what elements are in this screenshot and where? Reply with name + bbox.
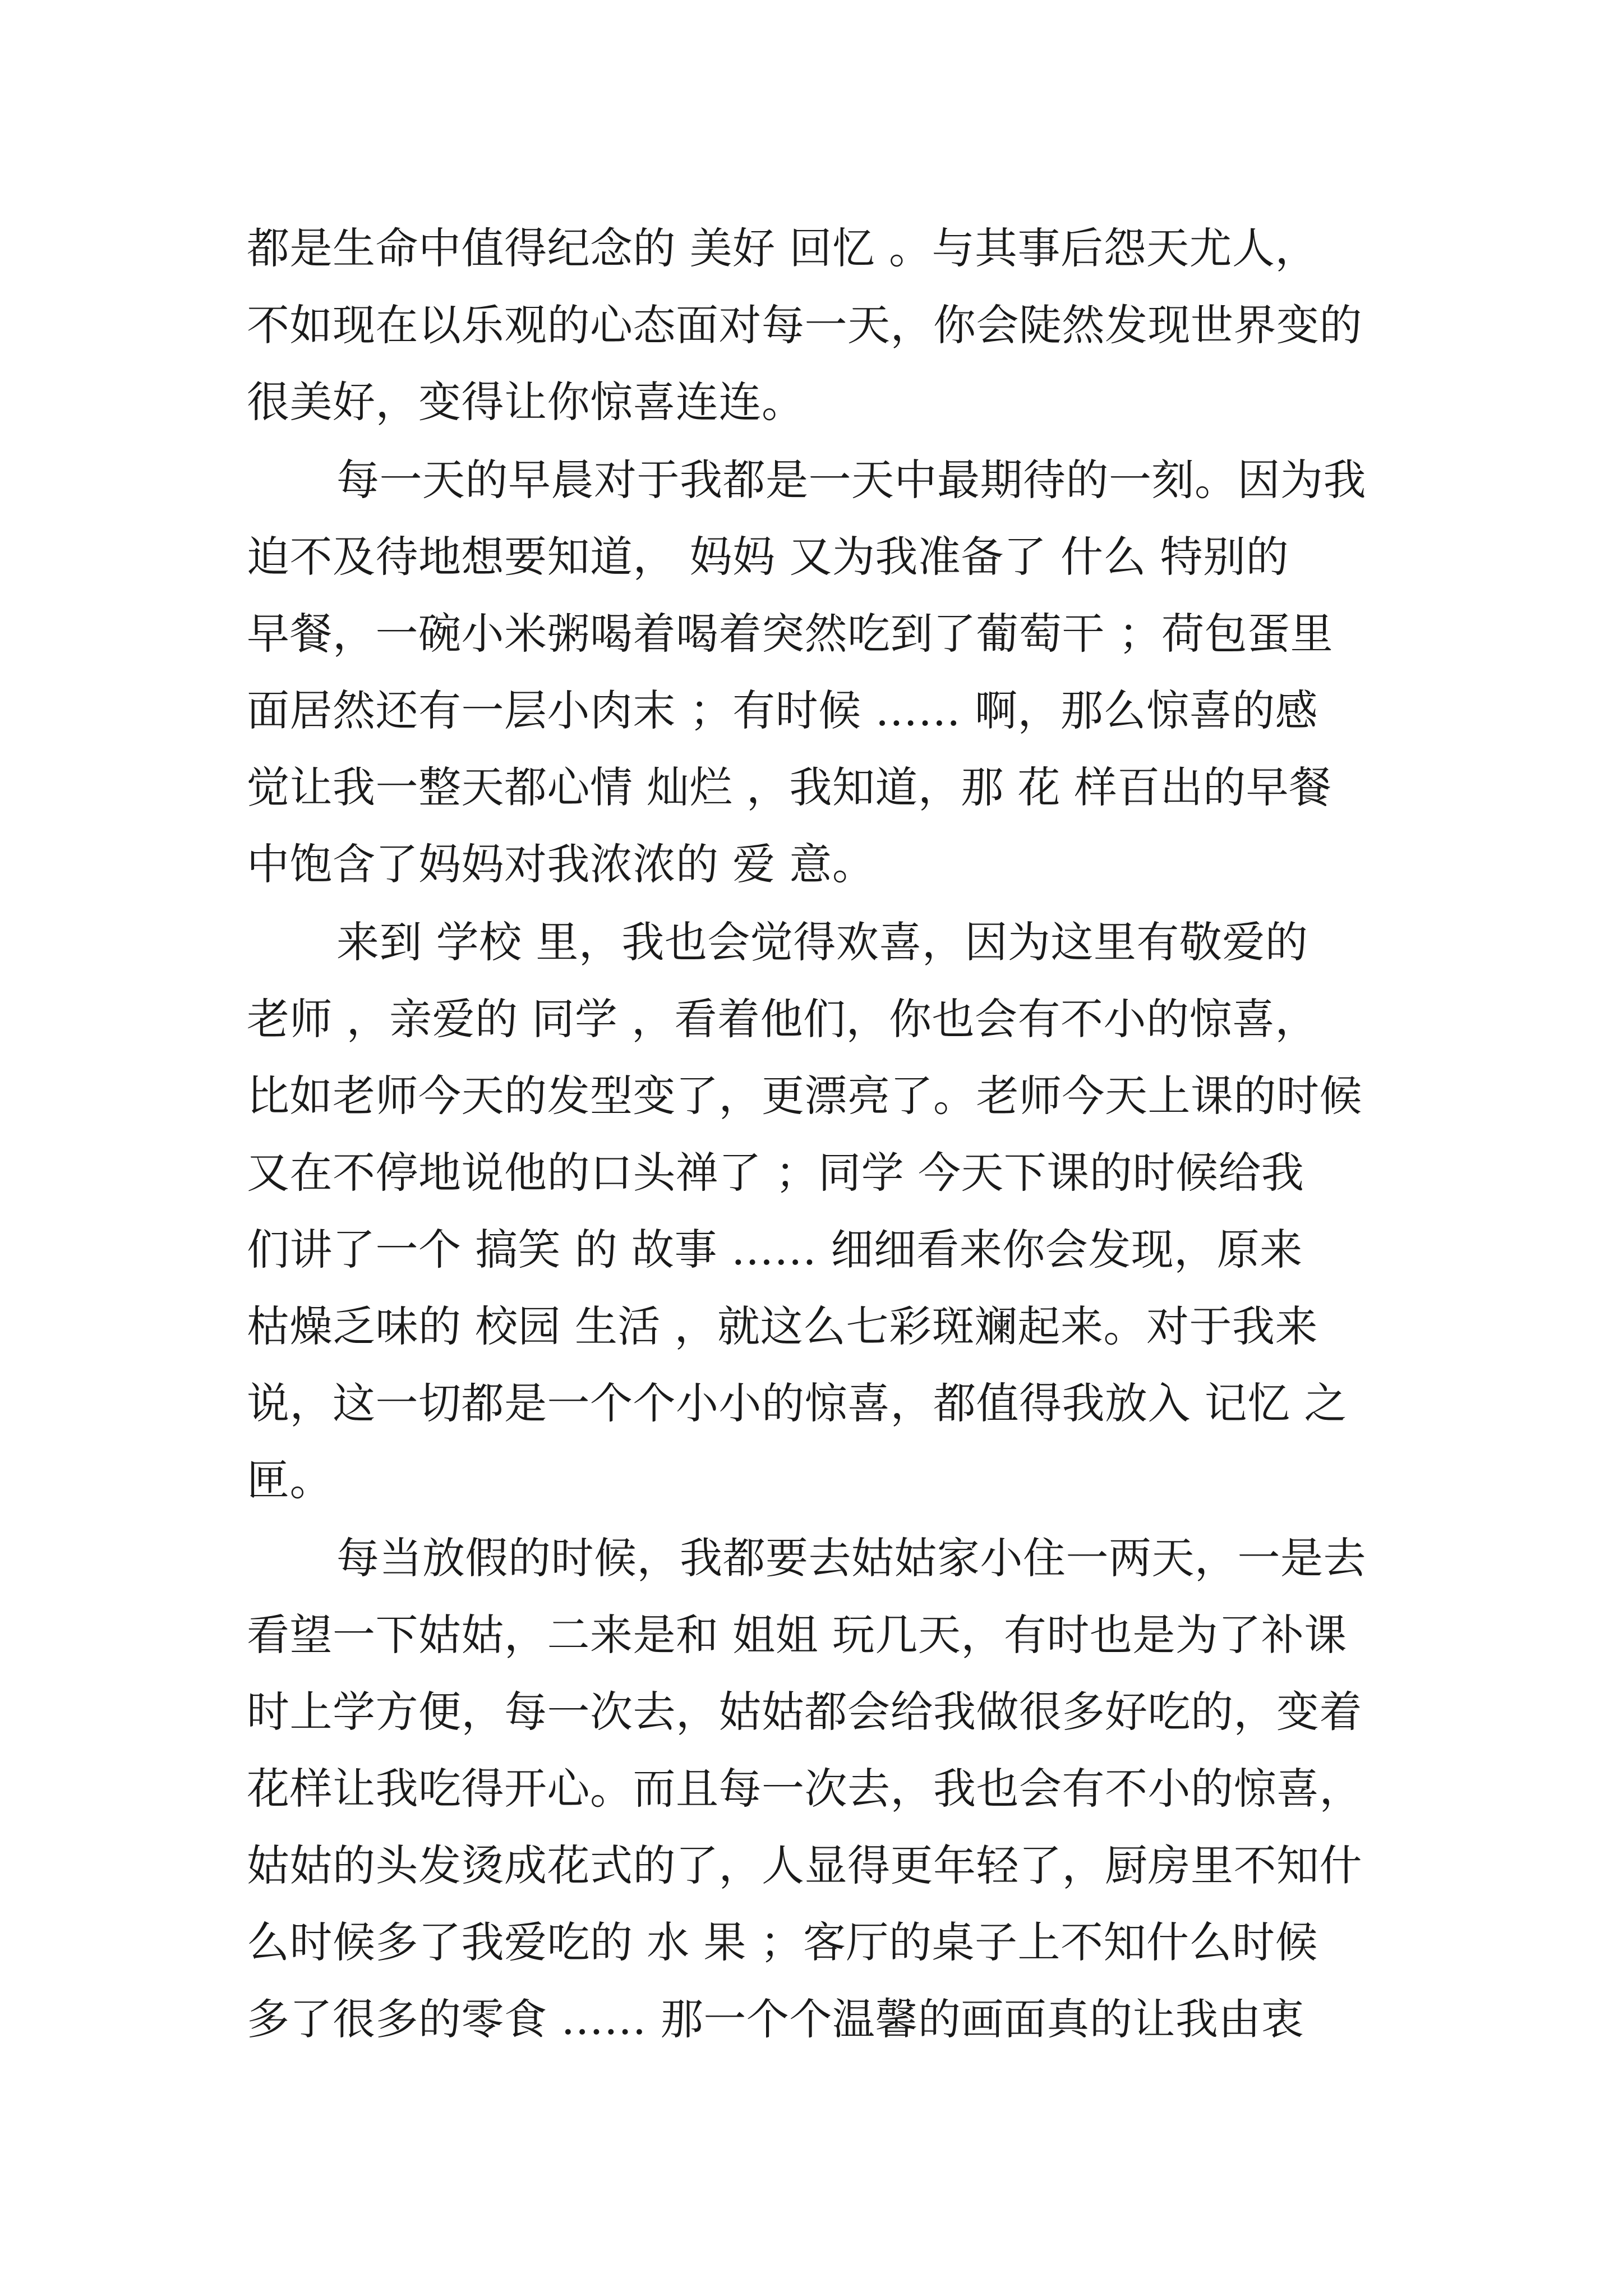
text-line: 早餐，一碗小米粥喝着喝着突然吃到了葡萄干 ；荷包蛋里 (247, 609, 1334, 659)
text-line: 觉让我一整天都心情 灿烂 ，我知道，那 花 样百出的早餐 (247, 762, 1332, 812)
text-line: 枯燥乏味的 校园 生活 ，就这么七彩斑斓起来。对于我来 (247, 1301, 1318, 1351)
text-line: 匣。 (247, 1455, 333, 1505)
text-line: 面居然还有一层小肉末 ；有时候 …… 啊，那么惊喜的感 (247, 685, 1318, 735)
text-line: 中饱含了妈妈对我浓浓的 爱 意。 (247, 839, 875, 889)
text-line: 说，这一切都是一个个小小的惊喜，都值得我放入 记忆 之 (247, 1378, 1347, 1428)
text-line: 么时候多了我爱吃的 水 果 ；客厅的桌子上不知什么时候 (247, 1917, 1318, 1967)
text-line: 看望一下姑姑，二来是和 姐姐 玩几天，有时也是为了补课 (247, 1610, 1347, 1660)
text-line: 又在不停地说他的口头禅了 ；同学 今天下课的时候给我 (247, 1148, 1304, 1198)
text-line: 迫不及待地想要知道， 妈妈 又为我准备了 什么 特别的 (247, 532, 1289, 582)
text-line: 都是生命中值得纪念的 美好 回忆 。与其事后怨天尤人， (247, 223, 1318, 273)
text-line: 时上学方便，每一次去，姑姑都会给我做很多好吃的，变着 (247, 1687, 1362, 1737)
text-line: 不如现在以乐观的心态面对每一天，你会陡然发现世界变的 (247, 300, 1362, 350)
paragraph-start-line: 来到 学校 里，我也会觉得欢喜，因为这里有敬爱的 (336, 917, 1308, 967)
body-text (247, 210, 1396, 2058)
text-line: 多了很多的零食 …… 那一个个温馨的画面真的让我由衷 (247, 1994, 1304, 2044)
paragraph-start-line: 每当放假的时候，我都要去姑姑家小住一两天，一是去 (336, 1533, 1366, 1583)
text-line: 很美好，变得让你惊喜连连。 (247, 377, 805, 427)
text-line: 姑姑的头发烫成花式的了，人显得更年轻了，厨房里不知什 (247, 1841, 1362, 1890)
text-line: 们讲了一个 搞笑 的 故事 …… 细细看来你会发现，原来 (247, 1225, 1303, 1274)
paragraph-start-line: 每一天的早晨对于我都是一天中最期待的一刻。因为我 (336, 455, 1366, 505)
text-line: 比如老师今天的发型变了，更漂亮了。老师今天上课的时候 (247, 1071, 1362, 1121)
text-line: 花样让我吃得开心。而且每一次去，我也会有不小的惊喜， (247, 1764, 1362, 1814)
text-line: 老师 ，亲爱的 同学 ，看着他们，你也会有不小的惊喜， (247, 994, 1318, 1044)
